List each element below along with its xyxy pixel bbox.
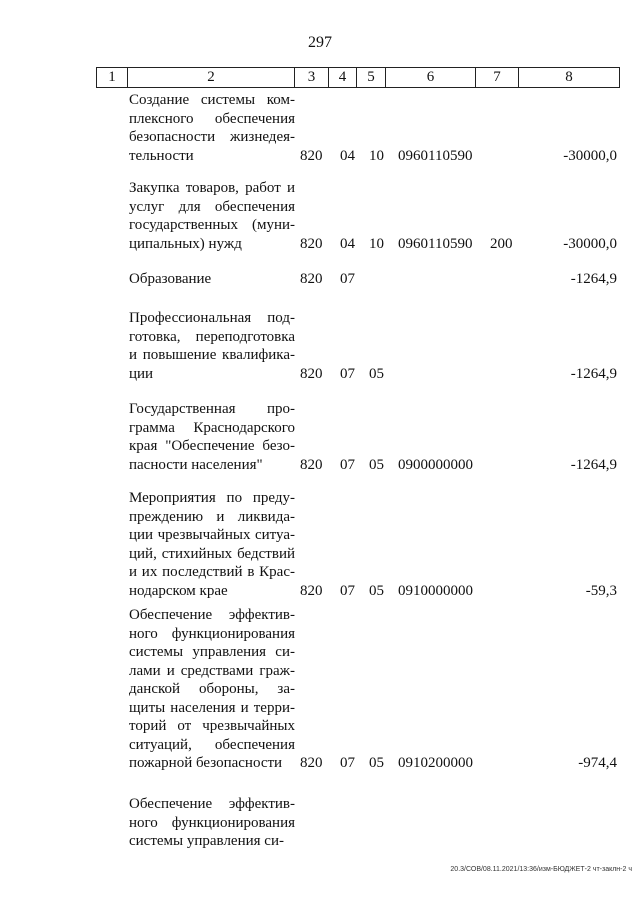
row-name-line: пожарной безопасности xyxy=(129,755,283,771)
document-footer: 20.3/СОВ/08.11.2021/13:36/изм-БЮДЖЕТ-2 чт-заклн-2 ч xyxy=(450,866,632,873)
amount: -974,4 xyxy=(578,755,617,771)
amount: -1264,9 xyxy=(570,365,617,382)
row-name-line: Обеспечение эффектив- xyxy=(129,796,295,812)
column-header-6: 6 xyxy=(386,68,476,88)
row-name-line: ного функционирования xyxy=(129,625,295,642)
section-code: 04 xyxy=(340,235,355,252)
subsection-code: 05 xyxy=(369,582,384,599)
department-code: 820 xyxy=(300,456,323,473)
row-name-line: тельности xyxy=(129,147,194,164)
row-name-line: ций, стихийных бедствий xyxy=(129,545,295,562)
row-name-line: ции чрезвычайных ситуа- xyxy=(129,527,295,543)
row-name-line: Обеспечение эффектив- xyxy=(129,607,295,623)
target-article-code: 0960110590 xyxy=(398,147,473,164)
department-code: 820 xyxy=(300,755,323,771)
row-name-line: торий от чрезвычайных xyxy=(129,718,295,734)
amount: -30000,0 xyxy=(563,235,617,252)
row-name xyxy=(129,91,295,165)
subsection-code: 10 xyxy=(369,235,384,252)
subsection-code: 05 xyxy=(369,755,384,771)
target-article-code: 0960110590 xyxy=(398,235,473,252)
section-code: 04 xyxy=(340,147,355,164)
column-header-1: 1 xyxy=(97,68,128,88)
row-name-line: данской обороны, за- xyxy=(129,681,295,697)
row-name xyxy=(129,270,295,289)
row-name-line: Закупка товаров, работ и xyxy=(129,180,295,196)
row-name-line: ции xyxy=(129,365,154,382)
row-name-line: пасности населения" xyxy=(129,456,263,473)
column-header-2: 2 xyxy=(128,68,295,88)
target-article-code: 0910200000 xyxy=(398,755,473,771)
row-name-line: грамма Краснодарского xyxy=(129,419,295,436)
table-row xyxy=(0,179,640,253)
section-code: 07 xyxy=(340,755,355,771)
row-name-line: готовка, переподготовка xyxy=(129,328,295,345)
row-name-line: ситуаций, обеспечения xyxy=(129,736,295,753)
column-header-5: 5 xyxy=(357,68,386,88)
target-article-code: 0900000000 xyxy=(398,456,473,473)
page-number: 297 xyxy=(308,34,332,51)
amount: -30000,0 xyxy=(563,147,617,164)
row-name-line: Мероприятия по преду- xyxy=(129,490,295,506)
table-row xyxy=(0,606,640,773)
column-header-8: 8 xyxy=(519,68,620,88)
row-name-line: системы управления си- xyxy=(129,833,284,849)
row-name-line: преждению и ликвида- xyxy=(129,508,295,525)
row-name xyxy=(129,309,295,383)
table-row xyxy=(0,91,640,165)
row-name-line: и их последствий в Крас- xyxy=(129,564,295,580)
row-name-line: системы управления си- xyxy=(129,644,295,660)
row-name xyxy=(129,489,295,600)
table-row xyxy=(0,400,640,474)
subsection-code: 10 xyxy=(369,147,384,164)
table-row xyxy=(0,489,640,600)
row-name-line: услуг для обеспечения xyxy=(129,198,295,215)
row-name-line: нодарском крае xyxy=(129,582,228,599)
table-row xyxy=(0,795,640,851)
row-name-line: Образование xyxy=(129,271,212,287)
row-name-line: Профессиональная под- xyxy=(129,310,295,326)
section-code: 07 xyxy=(340,456,355,473)
row-name-line: ного функционирования xyxy=(129,814,295,831)
row-name xyxy=(129,606,295,773)
table-row xyxy=(0,309,640,383)
subsection-code: 05 xyxy=(369,456,384,473)
column-header-7: 7 xyxy=(476,68,519,88)
row-name xyxy=(129,179,295,253)
department-code: 820 xyxy=(300,582,323,599)
section-code: 07 xyxy=(340,365,355,382)
column-header-4: 4 xyxy=(329,68,357,88)
row-name-line: края "Обеспечение безо- xyxy=(129,438,295,454)
subsection-code: 05 xyxy=(369,365,384,382)
row-name-line: Государственная про- xyxy=(129,401,295,417)
row-name-line: Создание системы ком- xyxy=(129,92,295,108)
section-code: 07 xyxy=(340,271,355,287)
table-row xyxy=(0,270,640,289)
amount: -1264,9 xyxy=(570,456,617,473)
department-code: 820 xyxy=(300,235,323,252)
column-header-3: 3 xyxy=(295,68,329,88)
row-name-line: государственных (муни- xyxy=(129,217,295,233)
row-name xyxy=(129,400,295,474)
row-name-line: безопасности жизнедея- xyxy=(129,129,295,145)
row-name-line: ципальных) нужд xyxy=(129,235,242,252)
department-code: 820 xyxy=(300,365,323,382)
amount: -1264,9 xyxy=(570,271,617,287)
row-name-line: щиты населения и терри- xyxy=(129,699,295,716)
target-article-code: 0910000000 xyxy=(398,582,473,599)
department-code: 820 xyxy=(300,147,323,164)
row-name-line: плексного обеспечения xyxy=(129,110,295,127)
column-header-row xyxy=(97,68,620,88)
amount: -59,3 xyxy=(585,582,617,599)
section-code: 07 xyxy=(340,582,355,599)
row-name xyxy=(129,795,295,851)
column-header-table xyxy=(96,67,620,88)
department-code: 820 xyxy=(300,271,323,287)
expense-type-code: 200 xyxy=(490,235,513,252)
row-name-line: и повышение квалифика- xyxy=(129,347,295,363)
row-name-line: лами и средствами граж- xyxy=(129,662,295,679)
